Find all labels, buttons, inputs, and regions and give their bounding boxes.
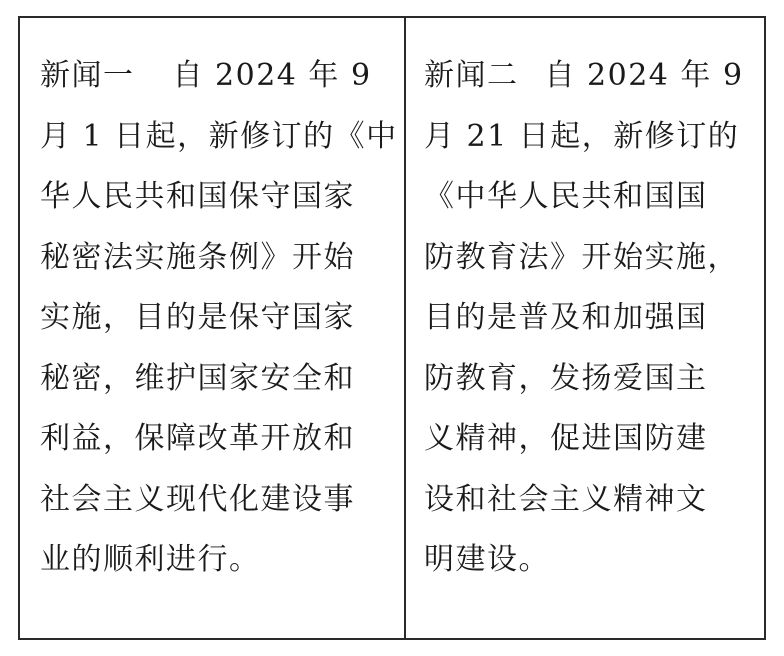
news-line: 防教育，发扬爱国主	[424, 360, 708, 396]
news-text: 自 2024 年 9	[544, 58, 744, 93]
news-line: 明建设。	[424, 542, 550, 577]
news-line: 月 21 日起，新修订的	[424, 118, 740, 154]
news-line: 秘密，维护国家安全和	[40, 360, 355, 396]
news-line	[40, 46, 390, 107]
news-text: 自 2024 年 9	[172, 58, 372, 93]
news-line: 实施，目的是保守国家	[40, 300, 355, 335]
news-line	[424, 46, 750, 107]
news-line: 华人民共和国保守国家	[40, 179, 355, 214]
news-column-2	[406, 18, 764, 638]
news-line: 义精神，促进国防建	[424, 421, 708, 456]
news-line: 月 1 日起，新修订的《中	[40, 118, 398, 154]
news-column-1	[20, 18, 406, 638]
news-line: 《中华人民共和国国	[424, 179, 708, 214]
news-line: 防教育法》开始实施，	[424, 239, 739, 275]
news-table	[18, 16, 766, 640]
news-line: 业的顺利进行。	[40, 542, 261, 577]
news-line: 设和社会主义精神文	[424, 481, 708, 517]
news-line: 目的是普及和加强国	[424, 300, 708, 335]
news-label: 新闻一	[40, 58, 135, 93]
news-line: 秘密法实施条例》开始	[40, 239, 355, 275]
news-label: 新闻二	[424, 58, 519, 93]
news-line: 社会主义现代化建设事	[40, 481, 355, 517]
news-line: 利益，保障改革开放和	[40, 421, 355, 456]
